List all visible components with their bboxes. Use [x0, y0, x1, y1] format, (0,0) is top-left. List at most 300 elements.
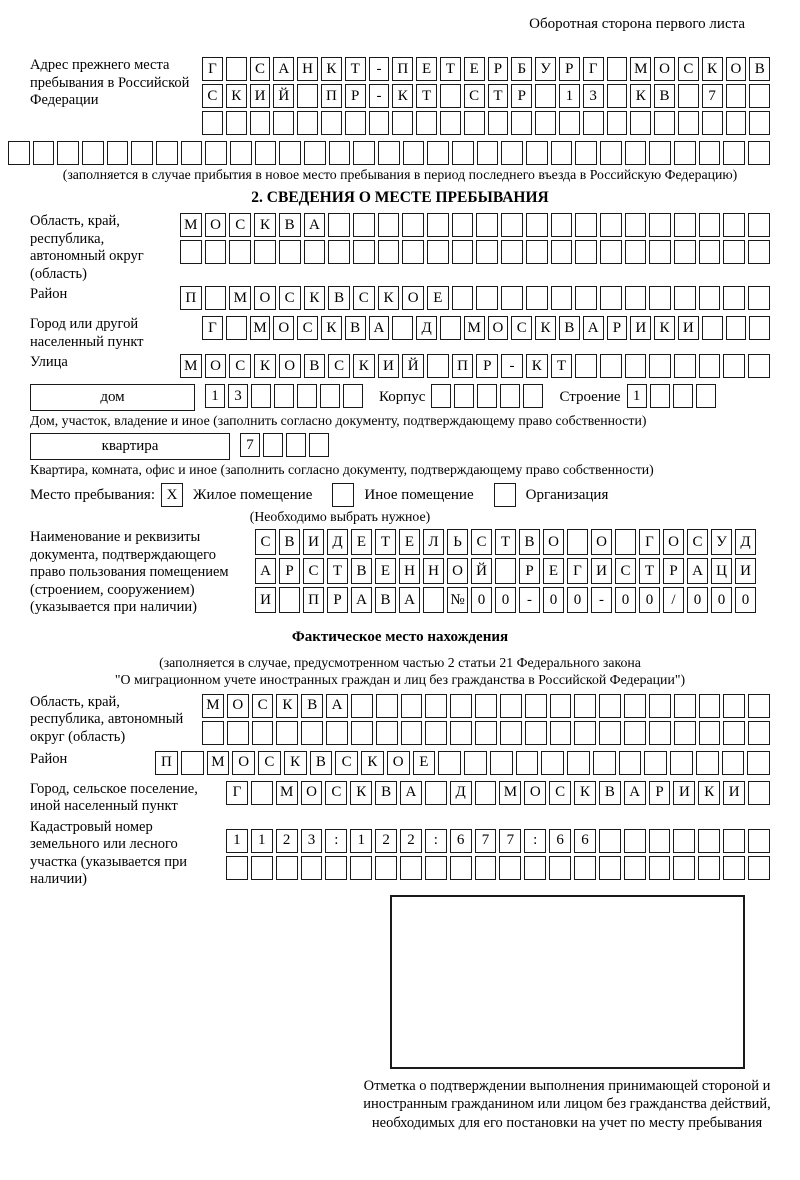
char-box: 7: [240, 433, 260, 457]
char-box: [501, 213, 523, 237]
char-box: [723, 829, 745, 853]
char-box: [748, 286, 770, 310]
char-box: [526, 141, 548, 165]
char-box: [749, 84, 770, 108]
char-box: [501, 286, 523, 310]
char-box: [749, 316, 770, 340]
char-box: [551, 141, 573, 165]
char-box: [226, 316, 247, 340]
char-box: [501, 141, 523, 165]
char-box: Б: [511, 57, 532, 81]
char-box: Е: [427, 286, 449, 310]
char-box: [378, 141, 400, 165]
option-residential-label: Жилое помещение: [193, 486, 313, 503]
char-box: Ц: [711, 558, 732, 584]
char-box: М: [202, 694, 224, 718]
char-box: [250, 111, 271, 135]
char-box: Р: [345, 84, 366, 108]
char-box: 3: [228, 384, 248, 408]
char-box: :: [524, 829, 546, 853]
char-box: [650, 384, 670, 408]
char-box-row: [180, 213, 770, 237]
char-box: И: [250, 84, 271, 108]
char-box: Р: [476, 354, 498, 378]
char-box: [476, 286, 498, 310]
char-box: [749, 111, 770, 135]
char-box: П: [180, 286, 202, 310]
char-box: 1: [559, 84, 580, 108]
char-box: В: [375, 587, 396, 613]
char-box: Н: [297, 57, 318, 81]
char-box: Д: [735, 529, 756, 555]
char-box: [205, 141, 227, 165]
previous-address-footnote: (заполняется в случае прибытия в новое место пребывания в период последнего въезда в Российскую Федерацию): [62, 167, 738, 182]
char-box: [678, 111, 699, 135]
char-box: [304, 240, 326, 264]
char-box: [343, 384, 363, 408]
stay-type-label: Место пребывания:: [30, 486, 155, 503]
char-box: 3: [301, 829, 323, 853]
char-box: [452, 141, 474, 165]
char-box: [392, 111, 413, 135]
char-box: К: [321, 316, 342, 340]
char-box: [226, 856, 248, 880]
char-box: [525, 721, 547, 745]
char-box: С: [303, 558, 324, 584]
char-box: [673, 856, 695, 880]
char-box: А: [304, 213, 326, 237]
stay-type-row: [30, 483, 770, 507]
char-box: К: [226, 84, 247, 108]
char-box: [332, 483, 354, 507]
char-box: [427, 213, 449, 237]
char-box: Ь: [447, 529, 468, 555]
char-box: [624, 721, 646, 745]
char-box: [477, 384, 497, 408]
char-box: С: [229, 354, 251, 378]
char-box: [523, 384, 543, 408]
char-box: С: [678, 57, 699, 81]
char-box: [723, 856, 745, 880]
char-box: [156, 141, 178, 165]
korpus-boxes: [431, 384, 543, 408]
char-box: [624, 694, 646, 718]
char-box: [699, 694, 721, 718]
char-box-row: [226, 856, 770, 880]
char-box: [551, 286, 573, 310]
char-box: А: [369, 316, 390, 340]
char-box: Е: [399, 529, 420, 555]
char-box: В: [345, 316, 366, 340]
char-box: [450, 694, 472, 718]
char-box: [696, 751, 719, 775]
char-box: [541, 751, 564, 775]
apartment-caption: Квартира, комната, офис и иное (заполнить согласно документу, подтверждающему право собственности): [30, 462, 654, 477]
char-box: Т: [345, 57, 366, 81]
field-district: [30, 286, 770, 313]
char-box: [599, 829, 621, 853]
char-box: [452, 286, 474, 310]
char-box: О: [524, 781, 546, 805]
checkbox-organization: [494, 483, 516, 507]
char-box: Й: [402, 354, 424, 378]
char-box: [431, 384, 451, 408]
char-box: [450, 721, 472, 745]
char-box: Г: [583, 57, 604, 81]
house-type-box: дом: [30, 384, 195, 411]
char-box: [615, 529, 636, 555]
char-box: Т: [551, 354, 573, 378]
char-box: В: [279, 529, 300, 555]
char-box: [607, 111, 628, 135]
char-box: 1: [627, 384, 647, 408]
char-box: [723, 694, 745, 718]
char-box: [535, 111, 556, 135]
char-box: К: [254, 354, 276, 378]
char-box: [649, 141, 671, 165]
house-number-boxes: [205, 384, 363, 408]
char-box: [378, 240, 400, 264]
char-box: [583, 111, 604, 135]
char-box: Г: [567, 558, 588, 584]
char-box: -: [369, 57, 390, 81]
actual-location-note: [30, 654, 770, 688]
char-box: О: [543, 529, 564, 555]
char-box: [535, 84, 556, 108]
char-box: [525, 694, 547, 718]
char-box: Г: [202, 316, 223, 340]
char-box: [328, 240, 350, 264]
char-box: С: [250, 57, 271, 81]
char-box: [251, 384, 271, 408]
char-box: [748, 354, 770, 378]
char-box: [674, 694, 696, 718]
char-box: В: [599, 781, 621, 805]
char-box: П: [155, 751, 178, 775]
char-box: Г: [202, 57, 223, 81]
char-box: [403, 141, 425, 165]
previous-address-label: Адрес прежнего места пребывания в Российской Федерации: [30, 57, 190, 108]
char-box: Р: [519, 558, 540, 584]
char-box: №: [447, 587, 468, 613]
char-box: Д: [450, 781, 472, 805]
char-box: А: [273, 57, 294, 81]
char-box: [678, 84, 699, 108]
char-box: Р: [607, 316, 628, 340]
char-box: [33, 141, 55, 165]
field-cadastral-number: [30, 819, 770, 889]
char-box: [427, 240, 449, 264]
char-box: [454, 384, 474, 408]
char-box: [619, 751, 642, 775]
char-box: [698, 856, 720, 880]
char-box: В: [279, 213, 301, 237]
char-box: Л: [423, 529, 444, 555]
char-box-row: [202, 111, 770, 135]
char-box: [649, 213, 671, 237]
char-box: В: [749, 57, 770, 81]
char-box: 2: [375, 829, 397, 853]
char-box: [649, 286, 671, 310]
char-box: [263, 433, 283, 457]
char-box: [723, 141, 745, 165]
char-box: 7: [475, 829, 497, 853]
char-box: [747, 751, 770, 775]
char-box: [402, 240, 424, 264]
char-box: /: [663, 587, 684, 613]
char-box: [251, 781, 273, 805]
apartment-row: [30, 433, 770, 460]
registration-stamp-box: [390, 895, 745, 1069]
char-box: К: [392, 84, 413, 108]
char-box: Р: [279, 558, 300, 584]
char-box: 0: [735, 587, 756, 613]
char-box: [649, 354, 671, 378]
char-box: 1: [350, 829, 372, 853]
char-box: В: [301, 694, 323, 718]
field-region: [30, 213, 770, 283]
apartment-type-box: квартира: [30, 433, 230, 460]
char-box: [378, 213, 400, 237]
char-box: Р: [327, 587, 348, 613]
char-box: [205, 240, 227, 264]
char-box: [350, 856, 372, 880]
char-box-row: [180, 286, 770, 310]
char-box: [464, 111, 485, 135]
char-box: М: [207, 751, 230, 775]
char-box: К: [630, 84, 651, 108]
char-box: [475, 721, 497, 745]
char-box: [625, 240, 647, 264]
char-box: Р: [488, 57, 509, 81]
char-box: [320, 384, 340, 408]
previous-address-rows: [202, 57, 770, 138]
char-box: [722, 751, 745, 775]
char-box: [279, 587, 300, 613]
char-box: [726, 84, 747, 108]
char-box: К: [350, 781, 372, 805]
char-box: Т: [375, 529, 396, 555]
char-box: [400, 856, 422, 880]
korpus-label: Корпус: [379, 389, 426, 405]
char-box: [526, 286, 548, 310]
char-box: [376, 694, 398, 718]
option-other-premises-label: Иное помещение: [364, 486, 474, 503]
char-box: [625, 286, 647, 310]
char-box: [276, 721, 298, 745]
char-box: [674, 354, 696, 378]
char-box: 7: [499, 829, 521, 853]
char-box: [624, 856, 646, 880]
char-box: 6: [574, 829, 596, 853]
char-box: К: [526, 354, 548, 378]
char-box: [226, 57, 247, 81]
char-box: О: [591, 529, 612, 555]
char-box: [607, 84, 628, 108]
char-box: М: [276, 781, 298, 805]
char-box: [273, 111, 294, 135]
char-box: [251, 856, 273, 880]
region-label: Область, край, республика, автономный округ (область): [30, 213, 144, 282]
char-box: С: [297, 316, 318, 340]
char-box: [107, 141, 129, 165]
char-box: [452, 240, 474, 264]
char-box: [567, 751, 590, 775]
char-box: 0: [687, 587, 708, 613]
char-box: К: [702, 57, 723, 81]
char-box-row: [180, 354, 770, 378]
char-box: С: [549, 781, 571, 805]
char-box: [674, 721, 696, 745]
char-box: [464, 751, 487, 775]
char-box: С: [325, 781, 347, 805]
char-box: [297, 111, 318, 135]
stroenie-label: Строение: [559, 389, 621, 405]
char-box: 0: [639, 587, 660, 613]
char-box: X: [161, 483, 183, 507]
char-box: Р: [649, 781, 671, 805]
char-box: [649, 721, 671, 745]
char-box: [625, 354, 647, 378]
char-box: [702, 316, 723, 340]
char-box: С: [471, 529, 492, 555]
char-box: С: [615, 558, 636, 584]
char-box: [600, 141, 622, 165]
field-city: [30, 316, 770, 351]
char-box: К: [254, 213, 276, 237]
char-box: А: [351, 587, 372, 613]
char-box: [649, 856, 671, 880]
registration-stamp-caption: Отметка о подтверждении выполнения принимающей стороной и иностранным гражданином или лицом без гражданства действий, необходимых для его постановки на учет по месту пребывания: [363, 1077, 771, 1131]
char-box: [488, 111, 509, 135]
char-box: [674, 141, 696, 165]
char-box: А: [326, 694, 348, 718]
char-box: [674, 286, 696, 310]
char-box: [670, 751, 693, 775]
checkbox-other-premises: [332, 483, 354, 507]
char-box: [698, 829, 720, 853]
char-box: [226, 111, 247, 135]
char-box: [674, 213, 696, 237]
apartment-number-boxes: [240, 433, 329, 457]
char-box: [353, 213, 375, 237]
char-box: 0: [711, 587, 732, 613]
char-box: [575, 213, 597, 237]
char-box: [575, 240, 597, 264]
cadastral-number-label: Кадастровый номер земельного или лесного участка (указывается при наличии): [30, 818, 187, 887]
char-box-row: [226, 829, 770, 853]
char-box: [477, 141, 499, 165]
char-box: В: [304, 354, 326, 378]
char-box: [599, 856, 621, 880]
char-box: [723, 286, 745, 310]
char-box: [674, 240, 696, 264]
char-box: Е: [413, 751, 436, 775]
char-box: [8, 141, 30, 165]
char-box: [425, 694, 447, 718]
char-box: 1: [226, 829, 248, 853]
field-street: [30, 354, 770, 381]
char-box: [476, 213, 498, 237]
char-box: В: [310, 751, 333, 775]
char-box: [748, 240, 770, 264]
field-actual-district: [30, 751, 770, 778]
char-box: С: [279, 286, 301, 310]
char-box: [401, 694, 423, 718]
char-box: [550, 694, 572, 718]
char-box: [325, 856, 347, 880]
char-box: У: [535, 57, 556, 81]
char-box: [254, 240, 276, 264]
char-box: И: [630, 316, 651, 340]
char-box: Е: [543, 558, 564, 584]
char-box: [427, 141, 449, 165]
checkbox-residential: [161, 483, 183, 507]
char-box-row: [255, 529, 756, 555]
char-box: [526, 213, 548, 237]
char-box: [286, 433, 306, 457]
char-box: 3: [583, 84, 604, 108]
char-box: [551, 213, 573, 237]
char-box: К: [353, 354, 375, 378]
char-box-row: [202, 316, 770, 340]
char-box: [500, 694, 522, 718]
char-box: [748, 721, 770, 745]
char-box: [353, 240, 375, 264]
char-box: С: [258, 751, 281, 775]
char-box: [748, 141, 770, 165]
char-box: Е: [351, 529, 372, 555]
char-box: [723, 354, 745, 378]
char-box-row: [155, 751, 770, 775]
char-box: [625, 141, 647, 165]
section-2-title: 2. СВЕДЕНИЯ О МЕСТЕ ПРЕБЫВАНИЯ: [251, 189, 549, 206]
char-box: 2: [400, 829, 422, 853]
char-box: Е: [416, 57, 437, 81]
char-box: [524, 856, 546, 880]
char-box: [574, 694, 596, 718]
char-box: [699, 240, 721, 264]
char-box: [600, 213, 622, 237]
char-box: [673, 384, 693, 408]
char-box: [593, 751, 616, 775]
field-previous-address: [30, 57, 770, 138]
char-box-row: [255, 558, 756, 584]
char-box: -: [519, 587, 540, 613]
char-box: П: [452, 354, 474, 378]
char-box: [425, 781, 447, 805]
char-box: П: [321, 84, 342, 108]
char-box-row: [180, 240, 770, 264]
house-row: [30, 384, 770, 411]
char-box: [495, 558, 516, 584]
char-box: [321, 111, 342, 135]
char-box: :: [425, 829, 447, 853]
char-box: [559, 111, 580, 135]
char-box: Т: [416, 84, 437, 108]
char-box: П: [303, 587, 324, 613]
char-box: [369, 111, 390, 135]
char-box: [550, 721, 572, 745]
char-box: И: [378, 354, 400, 378]
char-box: М: [180, 213, 202, 237]
char-box: А: [687, 558, 708, 584]
char-box: А: [583, 316, 604, 340]
char-box: О: [447, 558, 468, 584]
char-box: Д: [327, 529, 348, 555]
char-box: О: [726, 57, 747, 81]
char-box: Т: [440, 57, 461, 81]
